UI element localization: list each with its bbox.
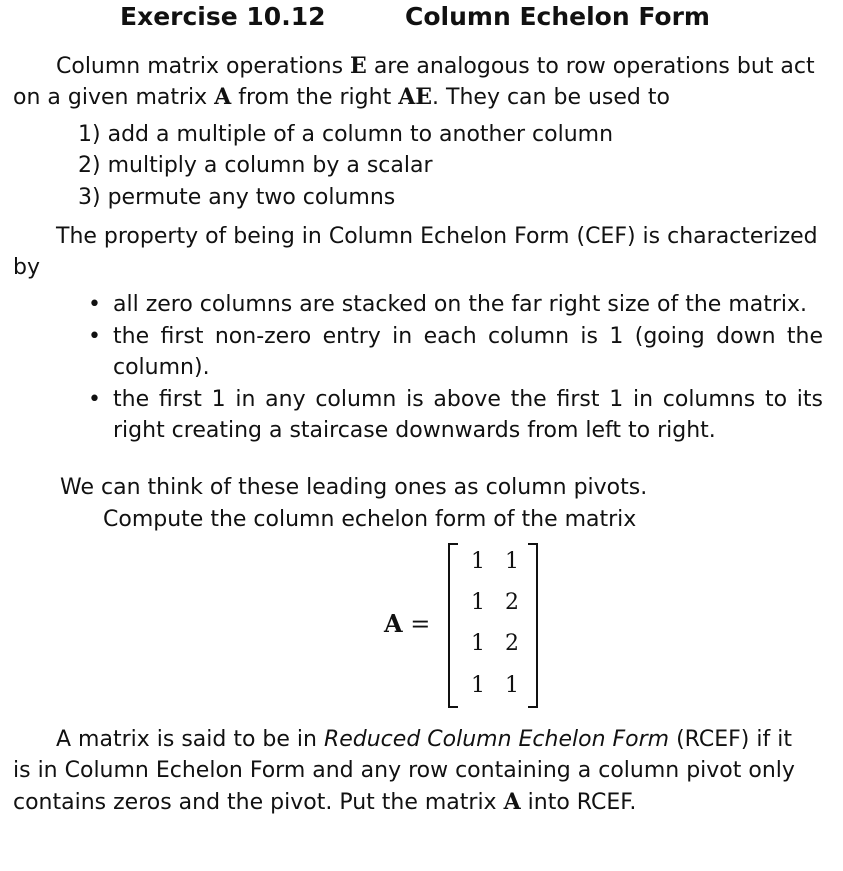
bullet-item-2-line-1: the first non-zero entry in each column is 1 (going down the xyxy=(113,324,823,349)
intro-text-a: Column matrix operations xyxy=(56,54,351,79)
bullet-item-2-line-2: column). xyxy=(113,355,210,380)
operation-number: 1) xyxy=(78,122,101,147)
operation-text: multiply a column by a scalar xyxy=(107,153,433,178)
operation-number: 2) xyxy=(78,153,101,178)
property-line-1: The property of being in Column Echelon Form (CEF) is characterized xyxy=(56,224,818,249)
matrix-lhs xyxy=(384,609,430,638)
matrix-cell-r4c1: 1 xyxy=(471,673,485,698)
compute-text: Compute the column echelon form of the matrix xyxy=(103,507,637,532)
operation-item xyxy=(78,182,395,213)
intro-text-e: . They can be used to xyxy=(432,85,670,110)
intro-line-2 xyxy=(13,82,670,113)
matrix-equation xyxy=(384,543,544,706)
right-bracket xyxy=(528,543,538,708)
operation-text: permute any two columns xyxy=(107,185,396,210)
matrix-cell-r3c1: 1 xyxy=(471,631,485,656)
symbol-A-rcef: A xyxy=(503,789,521,815)
matrix-cell-r1c2: 1 xyxy=(505,549,519,574)
operation-number: 3) xyxy=(78,185,101,210)
bullet-item-3-line-1: the first 1 in any column is above the first 1 in columns to its xyxy=(113,387,823,412)
rcef-text-b: (RCEF) if it xyxy=(669,727,792,752)
rcef-line-1 xyxy=(56,724,792,755)
matrix-cell-r1c1: 1 xyxy=(471,549,485,574)
matrix-cell-r3c2: 2 xyxy=(505,631,519,656)
exercise-title xyxy=(0,2,843,38)
intro-text-c: on a given matrix xyxy=(13,85,215,110)
matrix-cell-r4c2: 1 xyxy=(505,673,519,698)
rcef-text-a: A matrix is said to be in xyxy=(56,727,324,752)
property-line-2: by xyxy=(13,255,40,280)
rcef-text-d: into RCEF. xyxy=(520,790,637,815)
left-bracket xyxy=(448,543,458,708)
symbol-E: E xyxy=(350,53,367,79)
rcef-line-2: is in Column Echelon Form and any row containing a column pivot only xyxy=(13,758,795,783)
exercise-number: Exercise 10.12 xyxy=(120,2,326,31)
rcef-text-c: contains zeros and the pivot. Put the matrix xyxy=(13,790,504,815)
exercise-name: Column Echelon Form xyxy=(405,2,710,31)
equals-sign: = xyxy=(410,610,431,638)
rcef-line-3 xyxy=(13,787,636,818)
bullet-marker: • xyxy=(88,292,101,317)
matrix-symbol-A: A xyxy=(384,609,403,638)
operation-item xyxy=(78,119,613,150)
matrix-cell-r2c1: 1 xyxy=(471,590,485,615)
symbol-AE: AE xyxy=(398,84,433,110)
rcef-term: Reduced Column Echelon Form xyxy=(323,727,670,752)
bullet-marker: • xyxy=(88,324,101,349)
matrix-cell-r2c2: 2 xyxy=(505,590,519,615)
bullet-marker: • xyxy=(88,387,101,412)
pivots-text: We can think of these leading ones as column pivots. xyxy=(60,475,648,500)
bullet-item-1-line-1: all zero columns are stacked on the far right size of the matrix. xyxy=(113,292,808,317)
operation-text: add a multiple of a column to another column xyxy=(107,122,614,147)
symbol-A: A xyxy=(214,84,232,110)
intro-line-1 xyxy=(56,51,815,82)
intro-text-b: are analogous to row operations but act xyxy=(366,54,815,79)
operation-item xyxy=(78,150,433,181)
bullet-item-3-line-2: right creating a staircase downwards from left to right. xyxy=(113,418,716,443)
intro-text-d: from the right xyxy=(231,85,399,110)
